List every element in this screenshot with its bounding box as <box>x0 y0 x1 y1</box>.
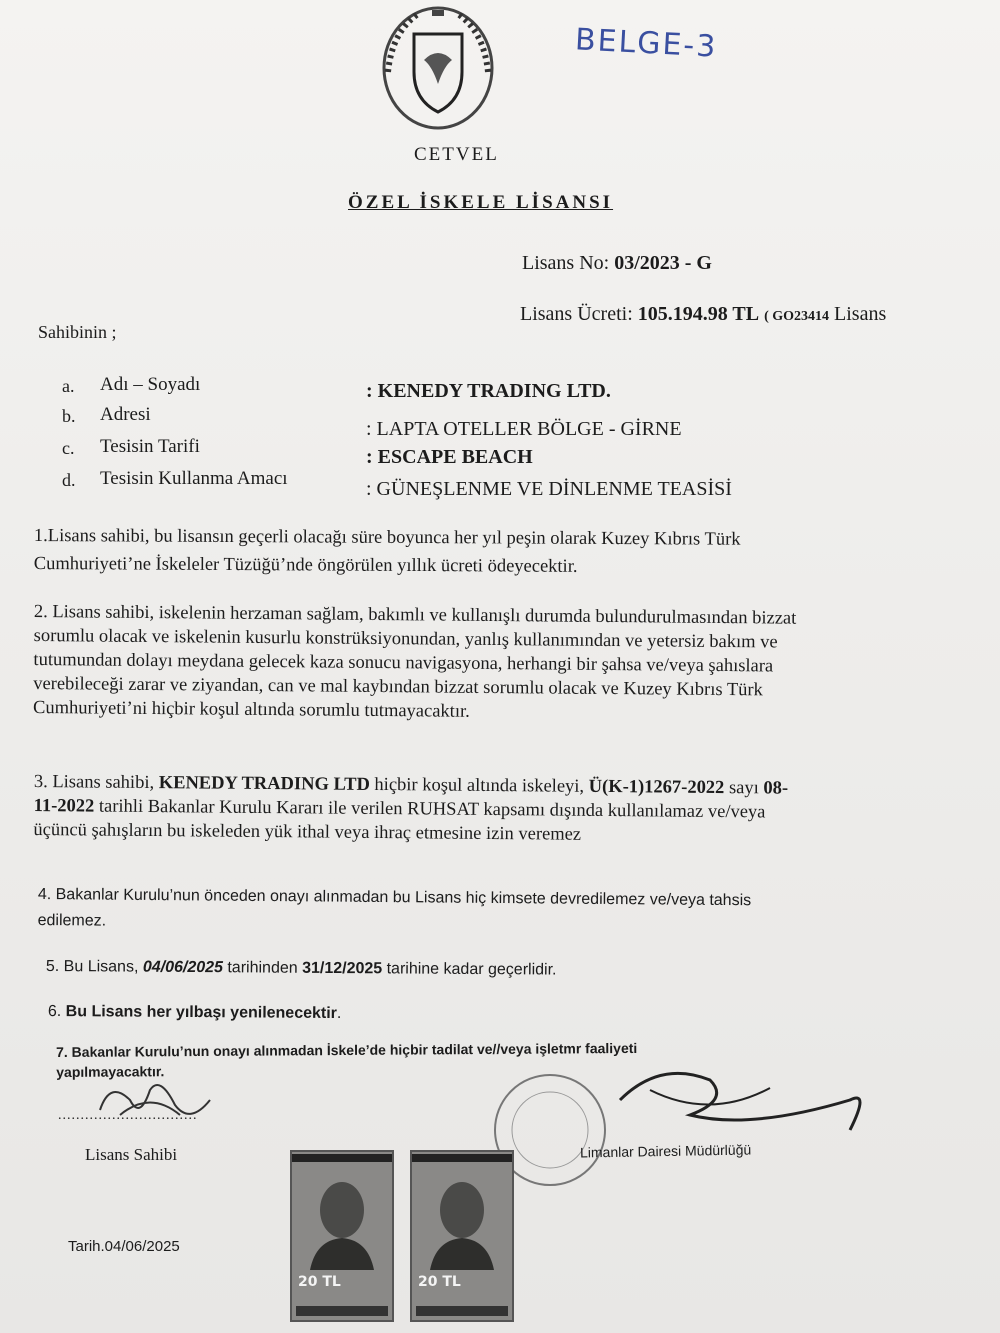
field-letter: a. <box>62 376 75 396</box>
clause-5-from-date: 04/06/2025 <box>142 958 224 977</box>
stamp-header <box>292 1154 392 1162</box>
clause-3-text: 3. Lisans sahibi, <box>33 771 159 794</box>
field-letter: c. <box>62 438 75 458</box>
revenue-stamp <box>410 1150 514 1322</box>
clause-4 <box>38 882 752 940</box>
field-letter: b. <box>62 406 76 426</box>
clause-6-text: Bu Lisans her yılbaşı yenilenecektir <box>65 1003 338 1023</box>
clause-3-text: hiçbir koşul altında iskeleyi, <box>369 774 589 797</box>
clause-2-line: tutumundan dolayı meydana gelecek kaza sonucu navigasyona, herhangi bir şahsa ve/veya şahıslara <box>33 649 774 677</box>
stamp-value: 20 TL <box>418 1274 461 1290</box>
license-number-line <box>522 252 712 275</box>
state-emblem-icon <box>378 2 498 130</box>
field-value-name: : KENEDY TRADING LTD. <box>366 380 611 402</box>
clause-5-to-date: 31/12/2025 <box>302 959 383 978</box>
license-fee-line <box>520 303 886 326</box>
portrait-icon <box>426 1170 498 1270</box>
revenue-stamp <box>290 1150 394 1322</box>
field-value-purpose: : GÜNEŞLENME VE DİNLENME TEASİSİ <box>366 478 732 500</box>
license-fee-value: 105.194.98 TL <box>637 303 760 325</box>
field-label-facility: Tesisin Tarifi <box>100 436 200 457</box>
clause-2-line: sorumlu olacak ve iskelenin kusurlu konstrüksiyonundan, yanlış kullanımından ve yetersiz bakım ve <box>33 625 778 653</box>
document-title: ÖZEL İSKELE LİSANSI <box>348 192 614 213</box>
clause-2-line: verebileceği zarar ve ziyandan, can ve mal kaybından bizzat sorumlu olacak ve Kuzey Kıbrıs Türk <box>33 673 763 701</box>
clause-5-text: 5. Bu Lisans, <box>45 957 143 976</box>
clause-3-text: sayı <box>724 778 764 799</box>
clause-4-line: edilemez. <box>37 911 107 930</box>
handwritten-note: BELGE-3 <box>574 22 719 65</box>
clause-3-text: tarihli Bakanlar Kurulu Kararı ile verilen RUHSAT kapsamı dışında kullanılamaz ve/veya <box>94 796 766 823</box>
license-fee-code: ( GO23414 <box>764 309 830 324</box>
field-label-purpose: Tesisin Kullanma Amacı <box>100 468 288 489</box>
field-letter: d. <box>62 470 76 490</box>
clause-1 <box>34 524 741 580</box>
clause-3-company: KENEDY TRADING LTD <box>158 773 370 795</box>
license-number-label: Lisans No: <box>522 252 610 274</box>
clause-5-text: tarihine kadar geçerlidir. <box>382 960 557 979</box>
portrait-icon <box>306 1170 378 1270</box>
license-fee-label: Lisans Ücreti: <box>520 303 633 325</box>
clause-6-line <box>48 1000 342 1026</box>
field-label-name: Adı – Soyadı <box>100 374 201 395</box>
stamp-footer <box>416 1306 508 1316</box>
clause-2 <box>33 600 796 727</box>
field-label-address: Adresi <box>100 404 151 425</box>
license-number-value: 03/2023 - G <box>614 252 712 274</box>
clause-7-line: yapılmayacaktır. <box>56 1063 165 1080</box>
field-value-address: : LAPTA OTELLER BÖLGE - GİRNE <box>366 418 682 440</box>
clause-5-line <box>46 955 557 983</box>
stamp-value: 20 TL <box>298 1274 341 1290</box>
clause-5-text: tarihinden <box>222 959 303 977</box>
authority-signature-label: Limanlar Dairesi Müdürlüğü <box>579 1141 752 1161</box>
clause-6-end: . <box>336 1005 342 1023</box>
cetvel-heading: CETVEL <box>414 144 499 165</box>
clause-5 <box>46 955 557 983</box>
document-date: Tarih.04/06/2025 <box>68 1238 180 1255</box>
clause-3-line: üçüncü şahışların bu iskeleden yük ithal veya ihraç etmesine izin veremez <box>33 819 582 845</box>
clause-2-line: 2. Lisans sahibi, iskelenin herzaman sağlam, bakımlı ve kullanışlı durumda bulundurulmasından bizzat <box>33 601 797 629</box>
owner-signature-label: Lisans Sahibi <box>85 1145 178 1164</box>
clause-3-decision: Ü(K-1)1267-2022 <box>588 776 725 799</box>
clause-6 <box>48 1000 342 1026</box>
stamp-footer <box>296 1306 388 1316</box>
clause-7-line: 7. Bakanlar Kurulu’nun onayı alınmadan İskele’de hiçbir tadilat ve//veya işletmr faaliyeti <box>56 1039 638 1060</box>
clause-1-line: 1.Lisans sahibi, bu lisansın geçerli olacağı süre boyunca her yıl peşin olarak Kuzey Kıbrıs Türk <box>33 526 741 550</box>
field-value-facility: : ESCAPE BEACH <box>366 446 533 468</box>
clause-2-line: Cumhuriyeti’ni hiçbir koşul altında sorumlu tutmayacaktır. <box>32 697 470 722</box>
owner-signature-line: ............................... <box>58 1108 198 1123</box>
clause-1-line: Cumhuriyeti’ne İskeleler Tüzüğü’nde öngörülen yıllık ücreti ödeyecektir. <box>33 553 578 577</box>
official-stamp-icon <box>470 1060 870 1190</box>
clause-3-date: 11-2022 <box>33 795 95 817</box>
clause-3 <box>33 770 788 849</box>
license-fee-suffix: Lisans <box>834 303 887 325</box>
owner-heading: Sahibinin ; <box>38 322 117 342</box>
clause-4-line: 4. Bakanlar Kurulu’nun önceden onayı alınmadan bu Lisans hiç kimsete devredilemez ve/veya tahsis <box>37 885 752 910</box>
stamp-header <box>412 1154 512 1162</box>
clause-6-num: 6. <box>47 1002 66 1021</box>
clause-3-date: 08- <box>763 778 789 799</box>
